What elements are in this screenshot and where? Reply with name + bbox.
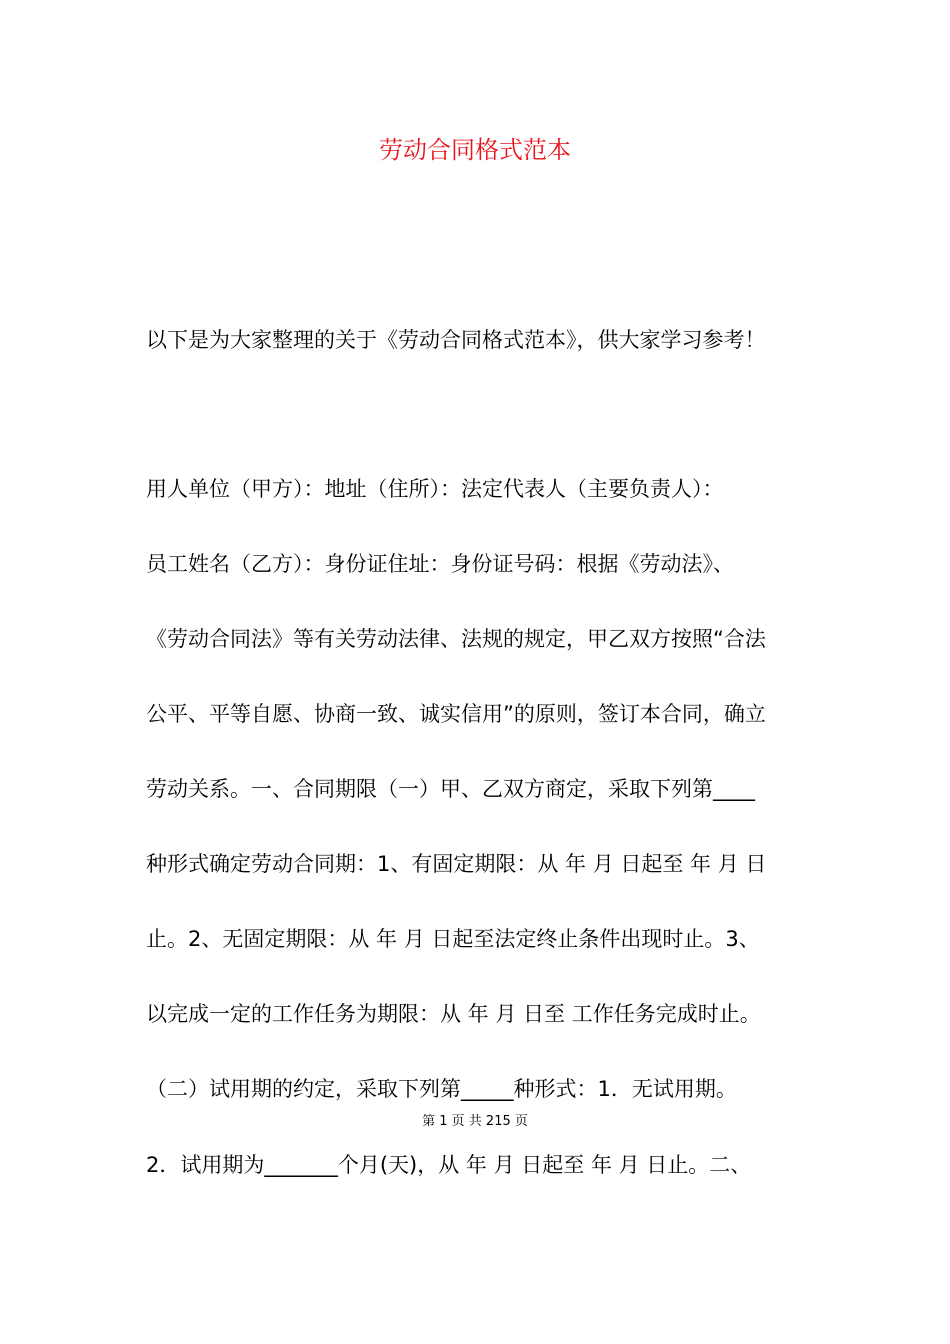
page-number-footer: 第 1 页 共 215 页 <box>422 1114 528 1129</box>
body-line-8: 以完成一定的工作任务为期限：从 年 月 日至 工作任务完成时止。 <box>146 1002 761 1026</box>
body-line-2: 员工姓名（乙方）：身份证住址：身份证号码：根据《劳动法》、 <box>146 552 734 576</box>
body-line-3: 《劳动合同法》等有关劳动法律、法规的规定，甲乙双方按照“合法 <box>146 627 766 651</box>
document-title: 劳动合同格式范本 <box>379 136 571 164</box>
body-line-5: 劳动关系。一、合同期限（一）甲、乙双方商定，采取下列第____ <box>146 777 755 801</box>
body-line-7: 止。2、无固定期限：从 年 月 日起至法定终止条件出现时止。3、 <box>146 927 760 951</box>
body-line-9: （二）试用期的约定，采取下列第_____种形式：1．无试用期。 <box>146 1077 737 1101</box>
body-line-1: 用人单位（甲方）：地址（住所）：法定代表人（主要负责人）： <box>146 477 724 501</box>
body-line-4: 公平、平等自愿、协商一致、诚实信用”的原则，签订本合同，确立 <box>146 702 766 726</box>
intro-paragraph: 以下是为大家整理的关于《劳动合同格式范本》，供大家学习参考！ <box>146 328 766 352</box>
body-line-6: 种形式确定劳动合同期：1、有固定期限：从 年 月 日起至 年 月 日 <box>146 852 767 876</box>
body-line-10: 2．试用期为_______个月(天)，从 年 月 日起至 年 月 日止。二、 <box>146 1153 752 1177</box>
